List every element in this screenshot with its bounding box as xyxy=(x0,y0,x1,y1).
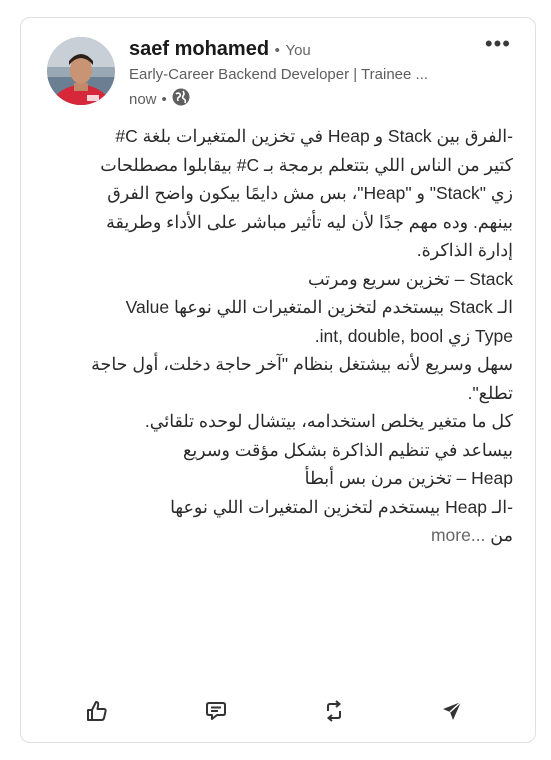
post-line: كل ما متغير يخلص استخدامه، بيتشال لوحده تلقائي. xyxy=(144,411,513,431)
post-line: بينهم. وده مهم جدًا لأن ليه تأثير مباشر على الأداء وطريقة xyxy=(106,211,513,232)
post-line: -الـ Heap بيستخدم لتخزين المتغيرات اللي نوعها xyxy=(170,496,513,517)
you-label: You xyxy=(285,42,311,59)
post-time: now xyxy=(129,90,157,108)
post-line: تطلع". xyxy=(467,382,513,403)
send-button[interactable] xyxy=(437,696,467,726)
repost-icon xyxy=(322,699,346,723)
avatar-image xyxy=(47,37,115,105)
post-line: سهل وسريع لأنه بيشتغل بنظام "آخر حاجة دخلت، أول حاجة xyxy=(91,354,513,374)
post-line: -الفرق بين Stack و Heap في تخزين المتغيرات بلغة C# xyxy=(115,126,513,146)
post-line: Heap – تخزين مرن بس أبطأ xyxy=(304,468,513,488)
send-icon xyxy=(440,699,464,723)
post-line: بيساعد في تنظيم الذاكرة بشكل مؤقت وسريع xyxy=(183,439,513,460)
comment-icon xyxy=(204,699,228,723)
post-line: زي "Stack" و "Heap"، بس مش دايمًا بيكون واضح الفرق xyxy=(107,183,513,203)
post-last-line xyxy=(43,521,513,550)
like-button[interactable] xyxy=(82,696,112,726)
separator-dot: • xyxy=(274,42,280,59)
author-name[interactable]: saef mohamed xyxy=(129,38,270,60)
post-line: إدارة الذاكرة. xyxy=(416,240,513,260)
post-line: من xyxy=(490,525,513,545)
post-card xyxy=(20,17,536,743)
meta-separator: • xyxy=(161,90,167,108)
post-line: Stack – تخزين سريع ومرتب xyxy=(307,268,513,289)
post-line: Type زي int, double, bool. xyxy=(314,325,513,346)
post-line: الـ Stack بيستخدم لتخزين المتغيرات اللي نوعها Value xyxy=(125,297,513,317)
globe-icon xyxy=(172,88,190,110)
repost-button[interactable] xyxy=(319,696,349,726)
author-headline: Early-Career Backend Developer | Trainee ... xyxy=(129,66,429,83)
action-bar xyxy=(21,696,535,726)
post-line: كتير من الناس اللي بتتعلم برمجة بـ C# بيقابلوا مصطلحات xyxy=(100,154,513,175)
more-options-icon[interactable]: ••• xyxy=(484,31,511,56)
see-more-link[interactable]: ...more xyxy=(430,525,486,545)
like-icon xyxy=(85,699,109,723)
post-body xyxy=(43,122,513,550)
comment-button[interactable] xyxy=(201,696,231,726)
post-meta xyxy=(129,88,190,110)
author-name-line xyxy=(129,38,311,61)
avatar[interactable] xyxy=(47,37,115,105)
